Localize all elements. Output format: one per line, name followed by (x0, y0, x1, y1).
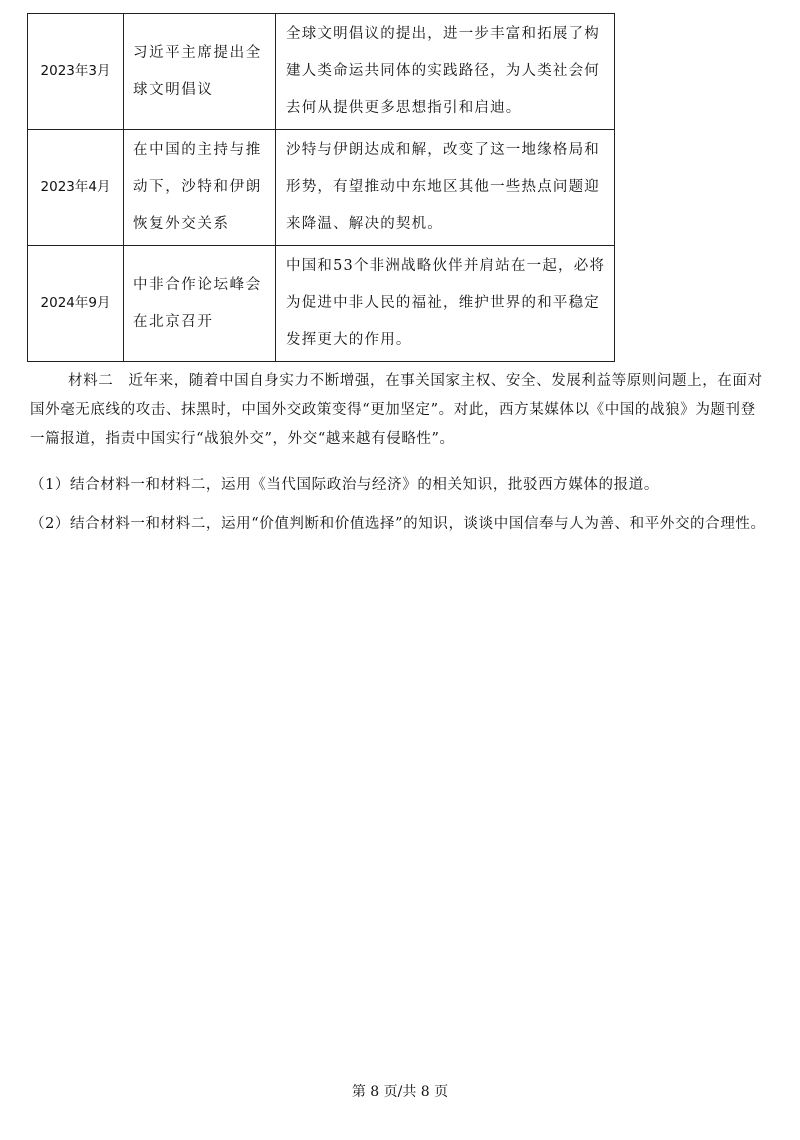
page-footer: 第 8 页/共 8 页 (351, 1084, 449, 1100)
description-cell: 中国和53个非洲战略伙伴并肩站在一起，必将为促进中非人民的福祉，维护世界的和平稳定发挥更大的作用。 (276, 246, 615, 362)
table-row (28, 14, 615, 130)
date-cell: 2023年3月 (28, 14, 124, 130)
material-two-paragraph: 材料二 近年来，随着中国自身实力不断增强，在事关国家主权、安全、发展利益等原则问题上，在面对国外毫无底线的攻击、抹黑时，中国外交政策变得“更加坚定”。对此，西方某媒体以《中国的战狼》为题刊登一篇报道，指责中国实行“战狼外交”，外交“越来越有侵略性”。 (30, 373, 763, 447)
event-cell: 习近平主席提出全球文明倡议 (124, 14, 276, 130)
date-cell: 2023年4月 (28, 130, 124, 246)
table-row (28, 130, 615, 246)
description-cell: 全球文明倡议的提出，进一步丰富和拓展了构建人类命运共同体的实践路径，为人类社会何去何从提供更多思想指引和启迪。 (276, 14, 615, 130)
question-one: （1）结合材料一和材料二，运用《当代国际政治与经济》的相关知识，批驳西方媒体的报道。 (30, 477, 659, 493)
description-cell: 沙特与伊朗达成和解，改变了这一地缘格局和形势，有望推动中东地区其他一些热点问题迎来降温、解决的契机。 (276, 130, 615, 246)
event-cell: 在中国的主持与推动下，沙特和伊朗恢复外交关系 (124, 130, 276, 246)
table-row (28, 246, 615, 362)
event-cell: 中非合作论坛峰会在北京召开 (124, 246, 276, 362)
question-two: （2）结合材料一和材料二，运用“价值判断和价值选择”的知识，谈谈中国信奉与人为善、和平外交的合理性。 (30, 516, 766, 532)
events-table (27, 13, 615, 362)
date-cell: 2024年9月 (28, 246, 124, 362)
